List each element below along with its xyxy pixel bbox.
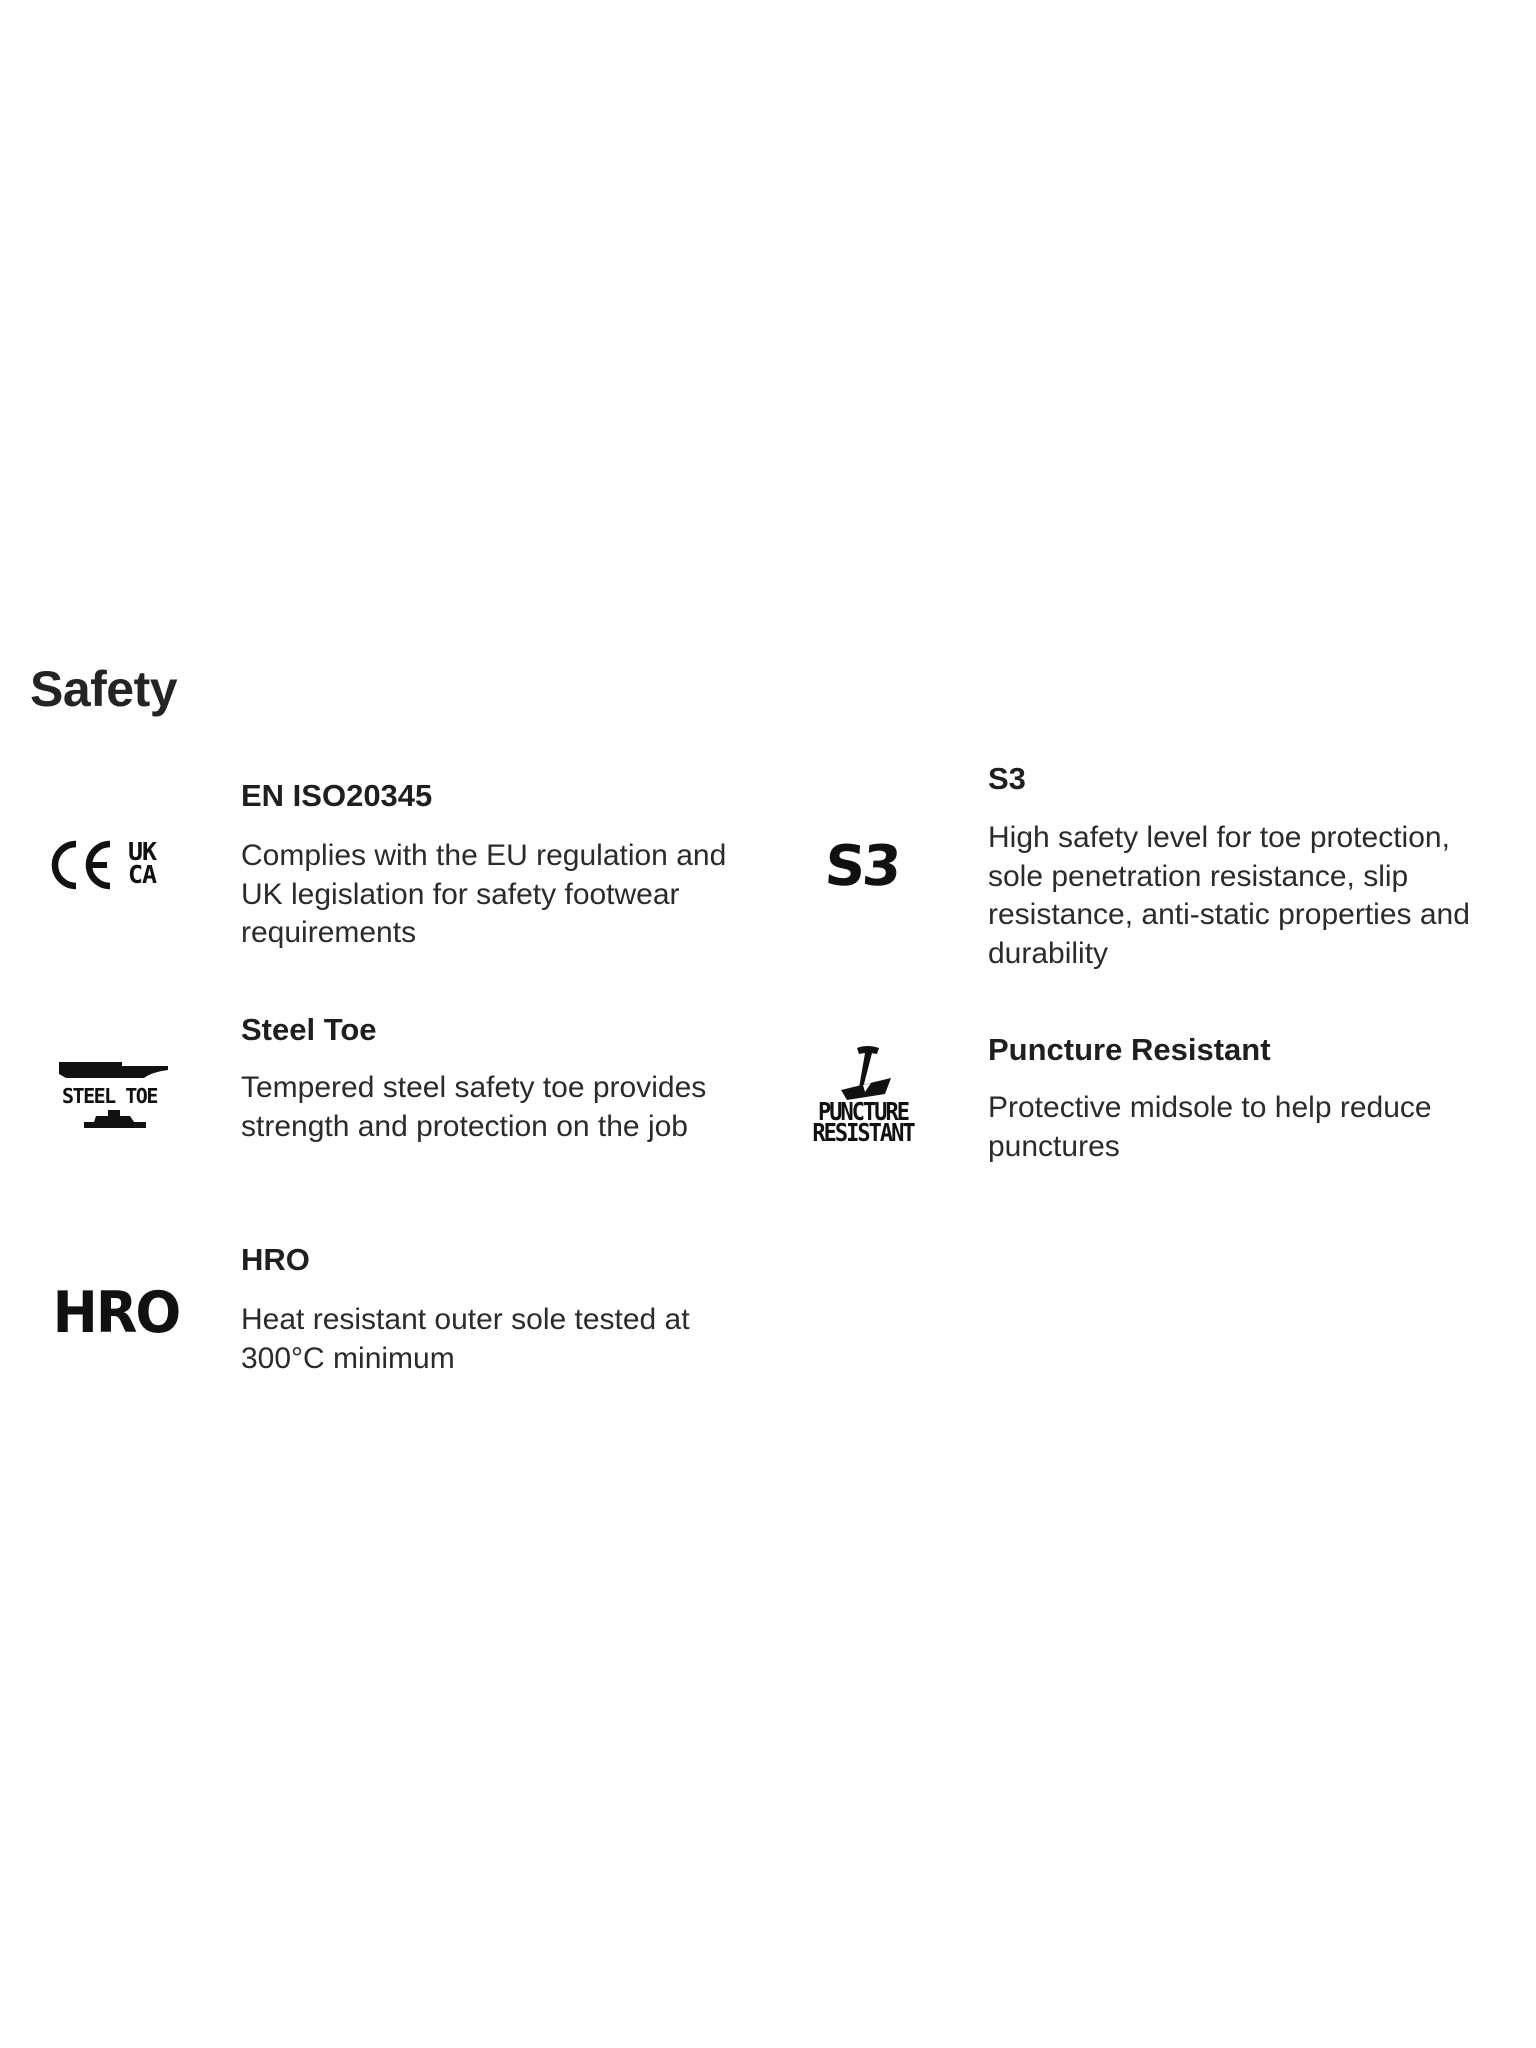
ukca-mark [128,837,157,889]
feature-label: Puncture Resistant [988,1032,1271,1067]
ukca-bottom-text: CA [128,860,157,889]
feature-label: HRO [241,1242,310,1277]
steel-toe-icon-text: STEEL TOE [62,1084,157,1108]
hro-icon [52,1278,180,1346]
feature-description: Complies with the EU regulation and UK legislation for safety footwear requirements [241,839,727,949]
feature-label: Steel Toe [241,1012,377,1047]
feature-description: Protective midsole to help reduce punctures [988,1091,1432,1163]
puncture-icon-text-top: PUNCTURE [818,1098,908,1127]
hro-icon-text: HRO [52,1278,180,1346]
feature-label: EN ISO20345 [241,778,433,813]
feature-label: S3 [988,761,1026,796]
steel-toe-icon [56,1060,176,1130]
puncture-icon-text-bottom: RESISTANT [812,1119,914,1148]
ukca-top-text: UK [128,837,157,866]
feature-description: Heat resistant outer sole tested at 300°C minimum [241,1303,690,1375]
s3-icon [820,833,904,899]
ce-mark-icon [50,836,185,894]
s3-icon-text: S3 [823,833,901,899]
feature-description: High safety level for toe protection, sole penetration resistance, slip resistance, anti-static properties and durability [988,821,1470,970]
ce-ukca-mark-icon [50,836,185,894]
puncture-resistant-icon [805,1044,921,1152]
section-title: Safety [30,661,178,717]
puncture-icon-label [805,1098,921,1148]
feature-description: Tempered steel safety toe provides strength and protection on the job [241,1071,707,1143]
nail-shape-icon [805,1044,921,1102]
